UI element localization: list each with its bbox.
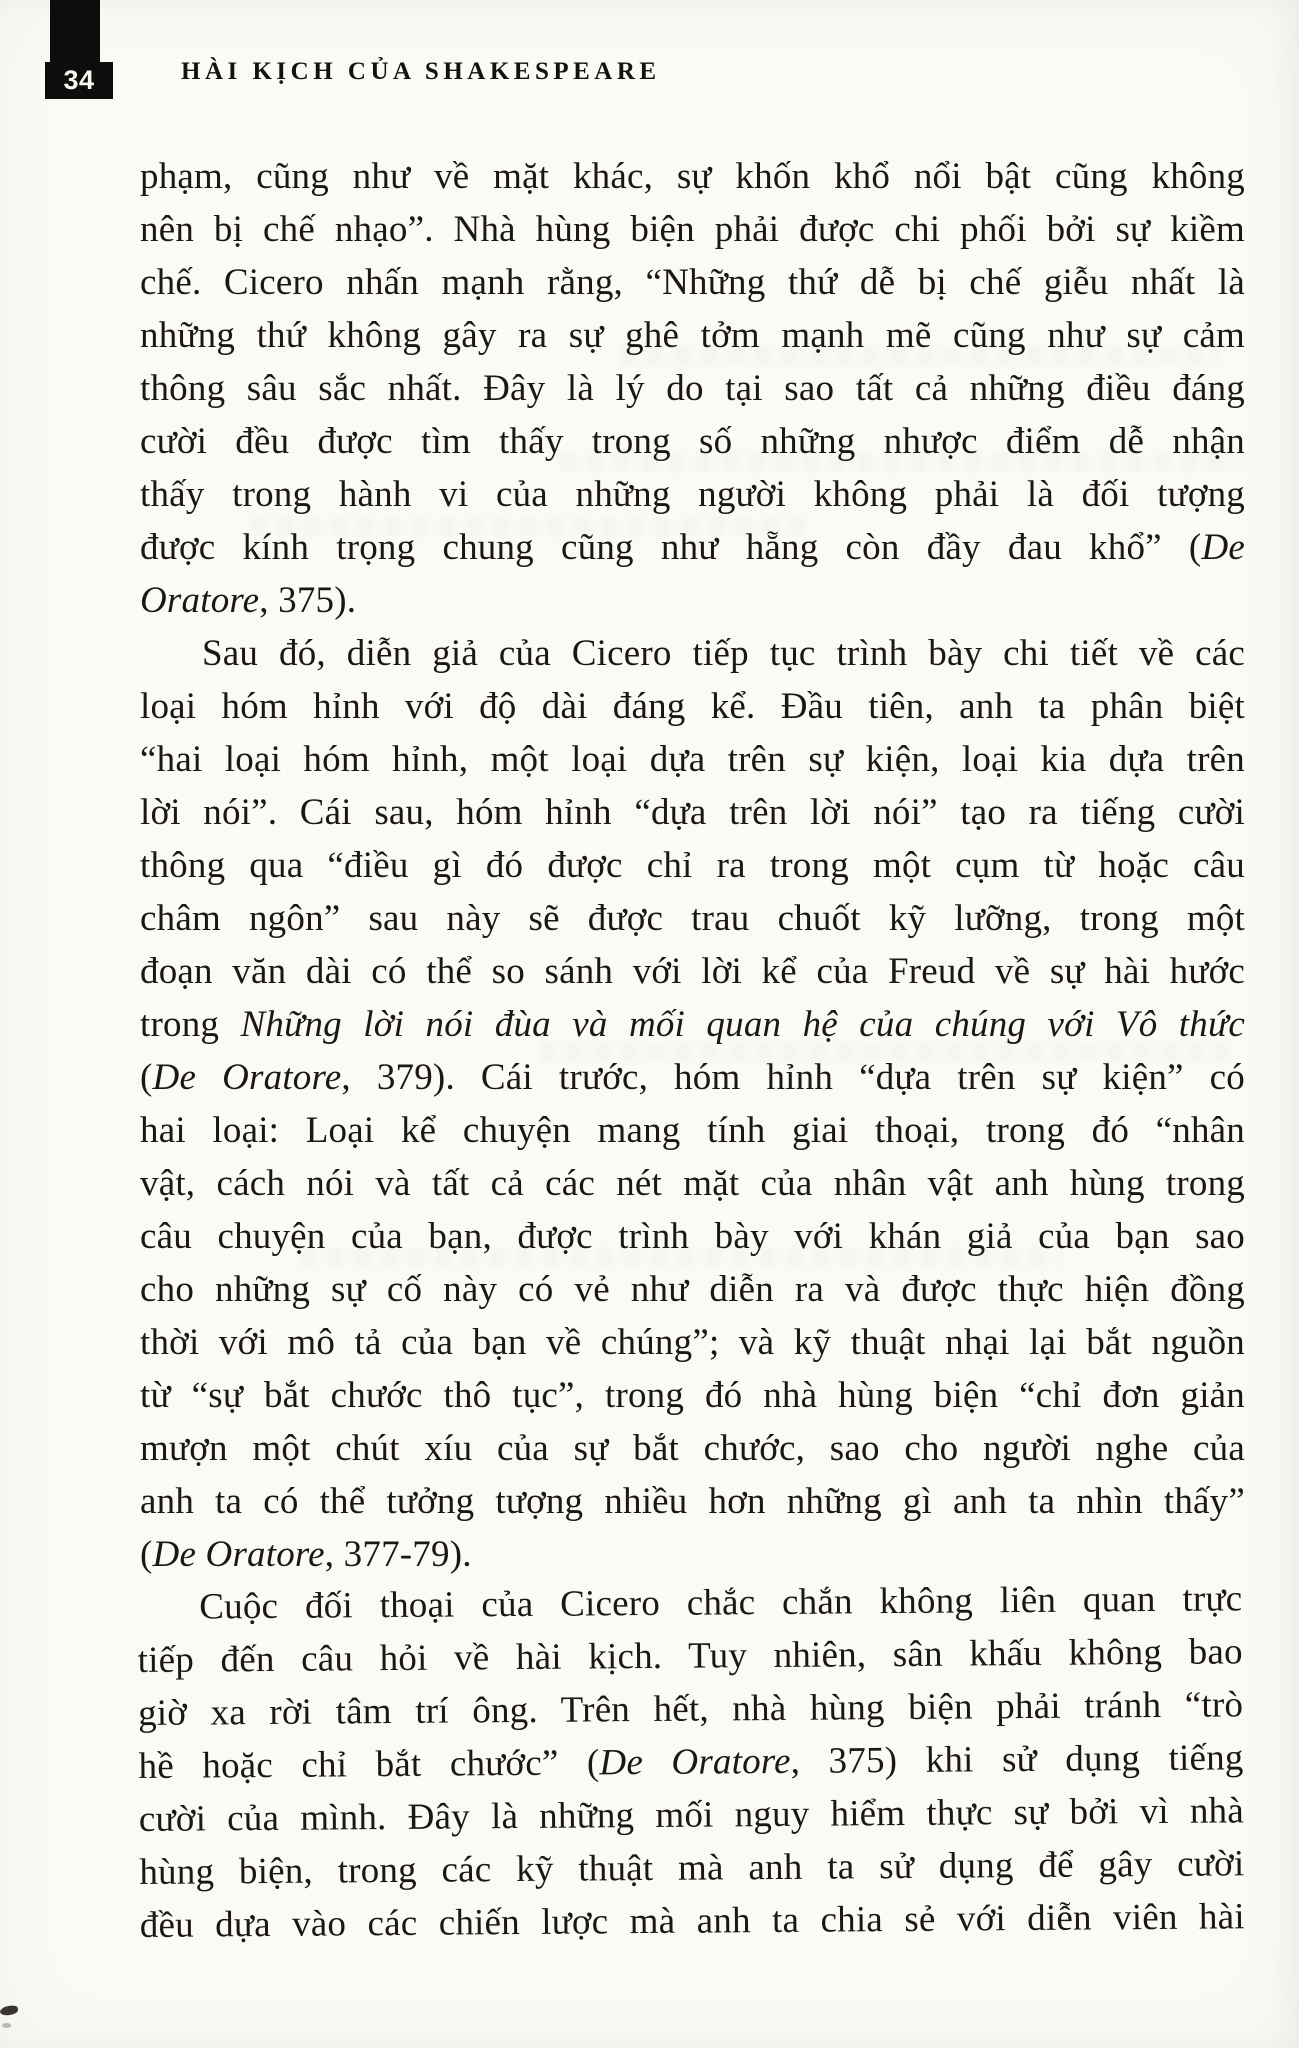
text-line: [140, 362, 1245, 415]
text-line: [140, 733, 1245, 786]
text: câu chuyện của bạn, được trình bày với khán giả của bạn sao: [140, 1216, 1245, 1257]
italic-text: Oratore: [140, 580, 260, 621]
text: , 375).: [259, 580, 357, 621]
paragraph: [140, 150, 1245, 627]
paragraph: [137, 1572, 1245, 1952]
text-line: [138, 1731, 1243, 1793]
text: nên bị chế nhạo”. Nhà hùng biện phải được chi phối bởi sự kiềm: [140, 209, 1245, 250]
text: lời nói”. Cái sau, hóm hỉnh “dựa trên lời nói” tạo ra tiếng cười: [140, 792, 1245, 833]
text-line: [140, 892, 1245, 945]
text: giờ xa rời tâm trí ông. Trên hết, nhà hùng biện phải tránh “trò: [137, 1684, 1244, 1735]
text-line: [140, 1157, 1245, 1210]
text: thời với mô tả của bạn về chúng”; và kỹ thuật nhại lại bắt nguồn: [140, 1322, 1245, 1363]
text-line: [138, 1625, 1243, 1687]
text-line: [140, 627, 1245, 680]
body-text: [137, 150, 1245, 1952]
text-line: [138, 1678, 1243, 1740]
text: châm ngôn” sau này sẽ được trau chuốt kỹ lưỡng, trong một: [140, 898, 1245, 939]
text: , 379). Cái trước, hóm hỉnh “dựa trên sự kiện” có: [341, 1057, 1245, 1098]
text: Sau đó, diễn giả của Cicero tiếp tục trình bày chi tiết về các: [202, 633, 1245, 674]
text: hùng biện, trong các kỹ thuật mà anh ta sử dụng để gây cười: [139, 1843, 1245, 1894]
text-line: [140, 309, 1245, 362]
running-header: HÀI KỊCH CỦA SHAKESPEARE: [181, 58, 661, 85]
text-line: [137, 1572, 1242, 1634]
text: thông sâu sắc nhất. Đây là lý do tại sao tất cả những điều đáng: [140, 368, 1245, 409]
text: chế. Cicero nhấn mạnh rằng, “Những thứ dễ bị chế giễu nhất là: [140, 262, 1245, 303]
text: cười của mình. Đây là những mối nguy hiểm thực sự bởi vì nhà: [138, 1790, 1245, 1841]
text-line: [140, 786, 1245, 839]
ink-smudge: [2, 2023, 11, 2028]
text-line: [140, 839, 1245, 892]
text-line: [140, 256, 1245, 309]
text-line: [140, 150, 1245, 203]
italic-text: Những lời nói đùa và mối quan hệ của chúng với Vô thức: [240, 1004, 1245, 1045]
text-line: [139, 1784, 1244, 1846]
text: vật, cách nói và tất cả các nét mặt của nhân vật anh hùng trong: [140, 1163, 1245, 1204]
text: mượn một chút xíu của sự bắt chước, sao cho người nghe của: [140, 1428, 1245, 1469]
text-line: [140, 574, 1245, 627]
text: hai loại: Loại kể chuyện mang tính giai thoại, trong đó “nhân: [140, 1110, 1245, 1151]
text: thấy trong hành vi của những người không phải là đối tượng: [140, 474, 1245, 515]
text: (: [140, 1057, 153, 1098]
text: đoạn văn dài có thể so sánh với lời kể của Freud về sự hài hước: [140, 951, 1245, 992]
text: tiếp đến câu hỏi về hài kịch. Tuy nhiên, sân khấu không bao: [137, 1631, 1243, 1682]
text: loại hóm hỉnh với độ dài đáng kể. Đầu tiên, anh ta phân biệt: [140, 686, 1245, 727]
text-line: [140, 203, 1245, 256]
page-number-tab: [45, 62, 113, 99]
text: “hai loại hóm hỉnh, một loại dựa trên sự kiện, loại kia dựa trên: [140, 739, 1245, 780]
text-line: [140, 1263, 1245, 1316]
page-number: 34: [63, 65, 95, 95]
text: (: [140, 1534, 153, 1575]
italic-text: De: [1201, 527, 1245, 568]
text: cho những sự cố này có vẻ như diễn ra và được thực hiện đồng: [140, 1269, 1245, 1310]
text: anh ta có thể tưởng tượng nhiều hơn những gì anh ta nhìn thấy”: [140, 1481, 1245, 1522]
text-line: [140, 1890, 1245, 1952]
italic-text: De Oratore: [152, 1534, 325, 1575]
text-line: [140, 521, 1245, 574]
text: phạm, cũng như về mặt khác, sự khốn khổ nổi bật cũng không: [140, 156, 1245, 197]
text: hề hoặc chỉ bắt chước” (: [138, 1742, 600, 1788]
text: Cuộc đối thoại của Cicero chắc chắn không liên quan trực: [199, 1578, 1243, 1628]
italic-text: De Oratore: [152, 1057, 342, 1098]
page-number-tab-ribbon: [50, 0, 100, 62]
text-line: [140, 1104, 1245, 1157]
text: trong: [140, 1004, 241, 1045]
text: được kính trọng chung cũng như hẵng còn đầy đau khổ” (: [140, 527, 1202, 568]
text-line: [140, 680, 1245, 733]
text: đều dựa vào các chiến lược mà anh ta chia sẻ với diễn viên hài: [139, 1896, 1245, 1947]
text-line: [140, 1422, 1245, 1475]
text-line: [140, 468, 1245, 521]
text-line: [140, 1210, 1245, 1263]
text-line: [140, 1051, 1245, 1104]
text: từ “sự bắt chước thô tục”, trong đó nhà hùng biện “chỉ đơn giản: [140, 1375, 1245, 1416]
text: , 375) khi sử dụng tiếng: [790, 1737, 1244, 1782]
text-line: [139, 1837, 1244, 1899]
text-line: [140, 1475, 1245, 1528]
text: những thứ không gây ra sự ghê tởm mạnh mẽ cũng như sự cảm: [140, 315, 1245, 356]
text: thông qua “điều gì đó được chỉ ra trong một cụm từ hoặc câu: [140, 845, 1245, 886]
paragraph: [140, 627, 1245, 1581]
text-line: [140, 998, 1245, 1051]
text-line: [140, 415, 1245, 468]
text-line: [140, 1316, 1245, 1369]
text: , 377-79).: [324, 1534, 472, 1575]
ink-smudge: [0, 2005, 19, 2016]
text-line: [140, 1369, 1245, 1422]
text: cười đều được tìm thấy trong số những nhược điểm dễ nhận: [140, 421, 1245, 462]
text-line: [140, 945, 1245, 998]
italic-text: De Oratore: [599, 1740, 791, 1784]
